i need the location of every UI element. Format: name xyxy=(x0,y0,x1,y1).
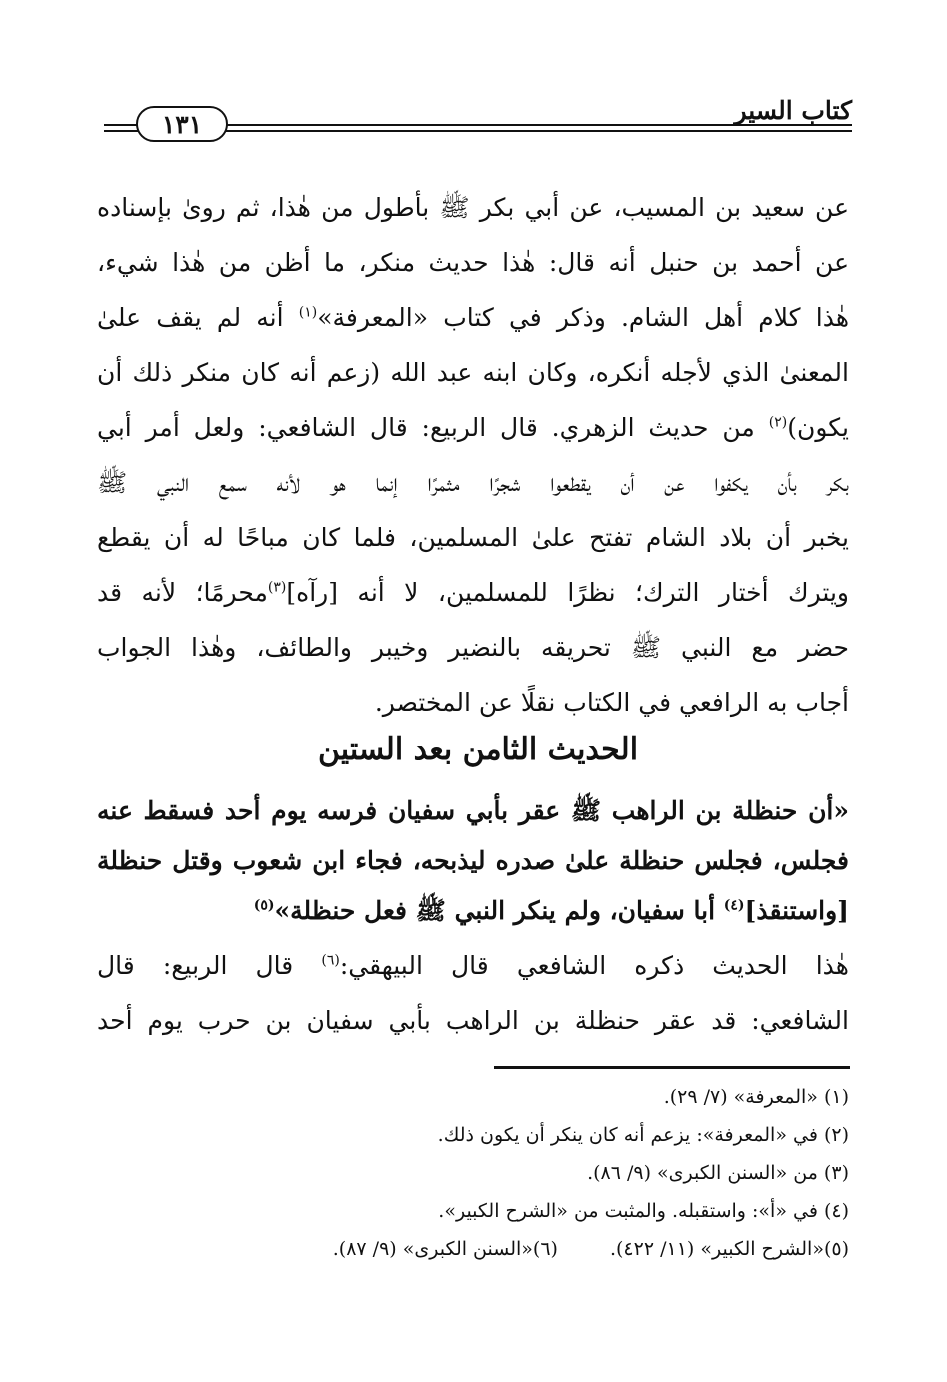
footnote-ref: (٥) xyxy=(253,897,275,914)
footnote-ref: (٢) xyxy=(768,414,788,431)
text-line: أجاب به الرافعي في الكتاب نقلًا عن المختصر. xyxy=(374,688,849,717)
text-line: عن أحمد بن حنبل أنه قال: هٰذا حديث منكر، ما أظن من هٰذا شيء، xyxy=(97,248,849,277)
page-number: ١٣١ xyxy=(136,106,228,142)
text-segment: ويترك أختار الترك؛ نظرًا للمسلمين، لا أنه [رآه] xyxy=(286,578,849,607)
text-segment: هٰذا الحديث ذكره الشافعي قال البيهقي: xyxy=(339,951,849,980)
footnote-3: (٣) من «السنن الكبرى» (٩/ ٨٦). xyxy=(587,1162,849,1184)
main-text-paragraph xyxy=(97,180,849,730)
hadith-line: «أن حنظلة بن الراهب ﷺ عقر بأبي سفيان فرسه يوم أحد فسقط عنه xyxy=(97,796,849,825)
footnote-ref: (٣) xyxy=(267,579,287,596)
text-line xyxy=(97,565,849,620)
text-line: الشافعي: قد عقر حنظلة بن الراهب بأبي سفيان بن حرب يوم أحد xyxy=(97,1006,849,1035)
footnote-6: (٦)«السنن الكبرى» (٩/ ٨٧). xyxy=(332,1238,558,1260)
footnote-ref: (٤) xyxy=(723,897,745,914)
text-line: حضر مع النبي ﷺ تحريقه بالنضير وخيبر والطائف، وهٰذا الجواب xyxy=(97,633,849,662)
hadith-line: فجلس، فجلس حنظلة علىٰ صدره ليذبحه، فجاء ابن شعوب وقتل حنظلة xyxy=(97,846,849,875)
text-segment: قال الربيع: قال xyxy=(97,951,322,980)
text-segment: هٰذا كلام أهل الشام. وذكر في كتاب «المعرفة» xyxy=(317,303,849,332)
text-segment: من حديث الزهري. قال الربيع: قال الشافعي: ولعل أمر أبي xyxy=(97,413,769,442)
text-line xyxy=(97,400,849,455)
text-line: عن سعيد بن المسيب، عن أبي بكر ﷺ بأطول من هٰذا، ثم روىٰ بإسناده xyxy=(97,193,849,222)
text-segment: يكون) xyxy=(787,413,849,442)
footnote-ref: (٦) xyxy=(321,952,340,969)
text-line xyxy=(97,938,849,993)
text-segment: أبا سفيان، ولم ينكر النبي ﷺ فعل حنظلة» xyxy=(274,896,724,925)
commentary-text xyxy=(97,938,849,1048)
text-segment: [واستنقذ] xyxy=(744,896,849,925)
chapter-title: كتاب السير xyxy=(734,96,852,125)
footnote-ref: (١) xyxy=(298,304,318,321)
text-line xyxy=(97,290,849,345)
footnote-1: (١) «المعرفة» (٧/ ٢٩). xyxy=(663,1086,849,1108)
text-segment: أنه لم يقف علىٰ xyxy=(97,303,299,332)
text-line: المعنىٰ الذي لأجله أنكره، وكان ابنه عبد الله (زعم أنه كان منكر ذلك أن xyxy=(97,358,849,387)
footnote-separator xyxy=(494,1066,850,1069)
text-line: يخبر أن بلاد الشام تفتح علىٰ المسلمين، فلما كان مباحًا له أن يقطع xyxy=(97,523,849,552)
footnote-4: (٤) في «أ»: واستقبله. والمثبت من «الشرح الكبير». xyxy=(438,1200,849,1222)
footnotes xyxy=(97,1078,849,1268)
footnote-row xyxy=(97,1230,849,1268)
text-line: بكر بأن يكفوا عن أن يقطعوا شجرًا مثمرًا إنما هو لأنه سمع النبي ﷺ xyxy=(97,468,849,497)
page-header xyxy=(104,96,852,144)
footnote-5: (٥)«الشرح الكبير» (١١/ ٤٢٢). xyxy=(609,1238,849,1260)
text-segment: محرمًا؛ لأنه قد xyxy=(97,578,268,607)
hadith-text xyxy=(97,786,849,936)
hadith-line xyxy=(97,886,849,936)
footnote-2: (٢) في «المعرفة»: يزعم أنه كان ينكر أن يكون ذلك. xyxy=(437,1124,849,1146)
section-heading: الحديث الثامن بعد الستين xyxy=(317,732,639,767)
